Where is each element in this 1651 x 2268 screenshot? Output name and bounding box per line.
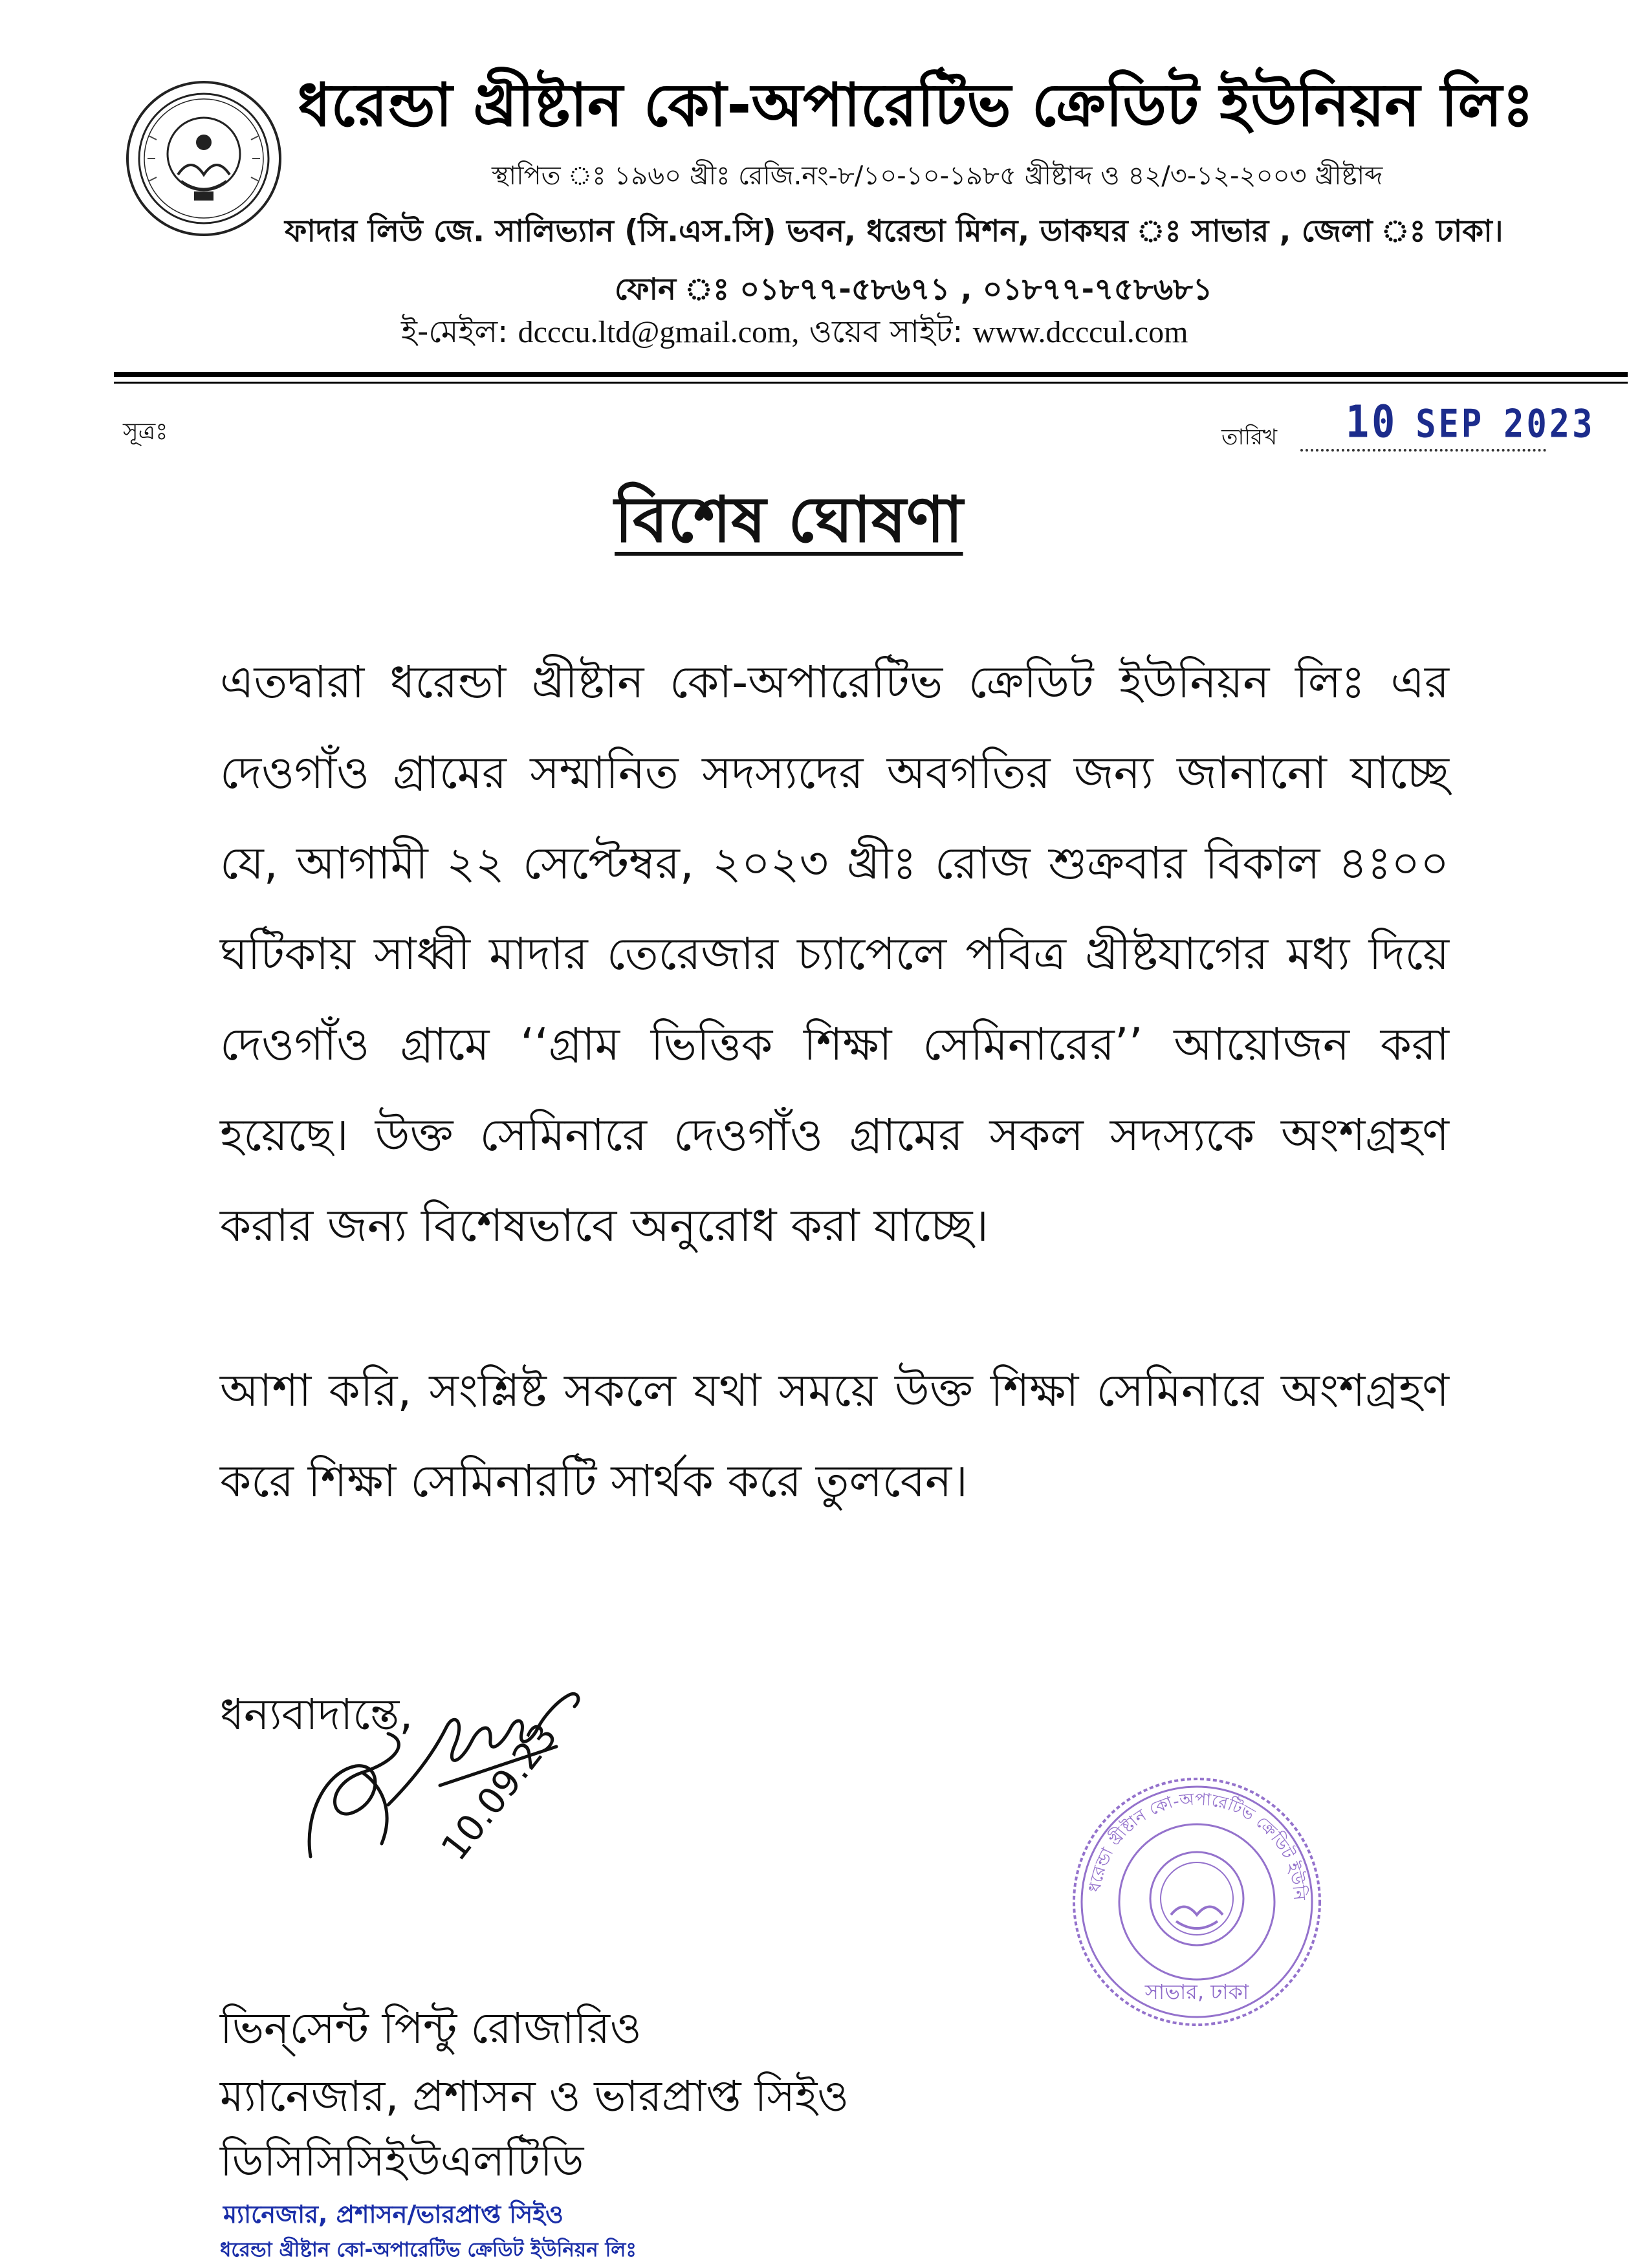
reference-label: সূত্রঃ xyxy=(123,419,168,445)
establishment-info: স্থাপিত ঃ ১৯৬০ খ্রীঃ রেজি.নং-৮/১০-১০-১৯৮৫ খ্রীষ্টাব্দ ও ৪২/৩-১২-২০০৩ খ্রীষ্টাব্দ xyxy=(492,161,1383,191)
contact-line xyxy=(401,314,1188,351)
date-stamp-month: SEP xyxy=(1416,402,1485,447)
body-paragraph-1: এতদ্বারা ধরেন্ডা খ্রীষ্টান কো-অপারেটিভ ক্রেডিট ইউনিয়ন লিঃ এর দেওগাঁও গ্রামের সম্মানিত সদস্যদের অবগতির জন্য জানানো যাচ্ছে যে, আগামী ২২ সেপ্টেম্বর, ২০২৩ খ্রীঃ রোজ শুক্রবার বিকাল ৪ঃ০০ ঘটিকায় সাধ্বী মাদার তেরেজার চ্যাপেলে পবিত্র খ্রীষ্টযাগের মধ্য দিয়ে দেওগাঁও গ্রামে ‘‘গ্রাম ভিত্তিক শিক্ষা সেমিনারের’’ আয়োজন করা হয়েছে। উক্ত সেমিনারে দেওগাঁও গ্রামের সকল সদস্যকে অংশগ্রহণ করার জন্য বিশেষভাবে অনুরোধ করা যাচ্ছে। xyxy=(220,657,1449,1252)
official-seal xyxy=(1061,1772,1333,2031)
date-stamp-day: 10 xyxy=(1346,396,1398,448)
website-label: ওয়েব সাইট: xyxy=(809,314,963,350)
org-logo xyxy=(123,78,285,239)
org-name-heading: ধরেন্ডা খ্রীষ্টান কো-অপারেটিভ ক্রেডিট ইউনিয়ন লিঃ xyxy=(298,71,1535,140)
website-address: www.dcccul.com xyxy=(972,315,1188,349)
stamp-designation: ম্যানেজার, প্রশাসন/ভারপ্রাপ্ত সিইও xyxy=(223,2200,563,2229)
signatory-title: ম্যানেজার, প্রশাসন ও ভারপ্রাপ্ত সিইও xyxy=(220,2071,849,2121)
org-address: ফাদার লিউ জে. সালিভ্যান (সি.এস.সি) ভবন, ধরেন্ডা মিশন, ডাকঘর ঃ সাভার , জেলা ঃ ঢাকা। xyxy=(285,213,1503,249)
signature-icon xyxy=(285,1656,647,1870)
seal-ring-text: ধরেন্ডা খ্রীষ্টান কো-অপারেটিভ ক্রেডিট ইউনি xyxy=(1085,1789,1309,1901)
org-phone: ফোন ঃ ০১৮৭৭-৫৮৬৭১ , ০১৮৭৭-৭৫৮৬৮১ xyxy=(615,272,1213,307)
stamp-organization: ধরেন্ডা খ্রীষ্টান কো-অপারেটিভ ক্রেডিট ইউনিয়ন লিঃ xyxy=(220,2238,637,2262)
org-logo-icon xyxy=(123,78,285,239)
date-stamp xyxy=(1346,396,1595,448)
header-divider-thick xyxy=(114,372,1628,377)
email-label: ই-মেইল: xyxy=(401,314,508,350)
date-stamp-year: 2023 xyxy=(1503,402,1595,447)
seal-location: সাভার, ঢাকা xyxy=(1144,1979,1249,2004)
email-address: dcccu.ltd@gmail.com, xyxy=(518,315,800,349)
notice-title: বিশেষ ঘোষণা xyxy=(615,483,963,557)
header-divider-thin xyxy=(114,382,1628,384)
signatory-organization: ডিসিসিসিইউএলটিডি xyxy=(220,2136,584,2186)
date-dotted-line xyxy=(1300,449,1546,452)
seal-icon xyxy=(1061,1772,1333,2031)
closing-thanks: ধন্যবাদান্তে, xyxy=(220,1690,413,1739)
signatory-name: ভিন্‌সেন্ট পিন্টু রোজারিও xyxy=(220,2003,642,2053)
body-paragraph-2: আশা করি, সংশ্লিষ্ট সকলে যথা সময়ে উক্ত শিক্ষা সেমিনারে অংশগ্রহণ করে শিক্ষা সেমিনারটি সার্থক করে তুলবেন। xyxy=(220,1365,1449,1507)
signature-date: 10.09.23 xyxy=(433,1716,566,1869)
date-label: তারিখ xyxy=(1221,424,1278,450)
handwritten-signature xyxy=(285,1656,647,1870)
